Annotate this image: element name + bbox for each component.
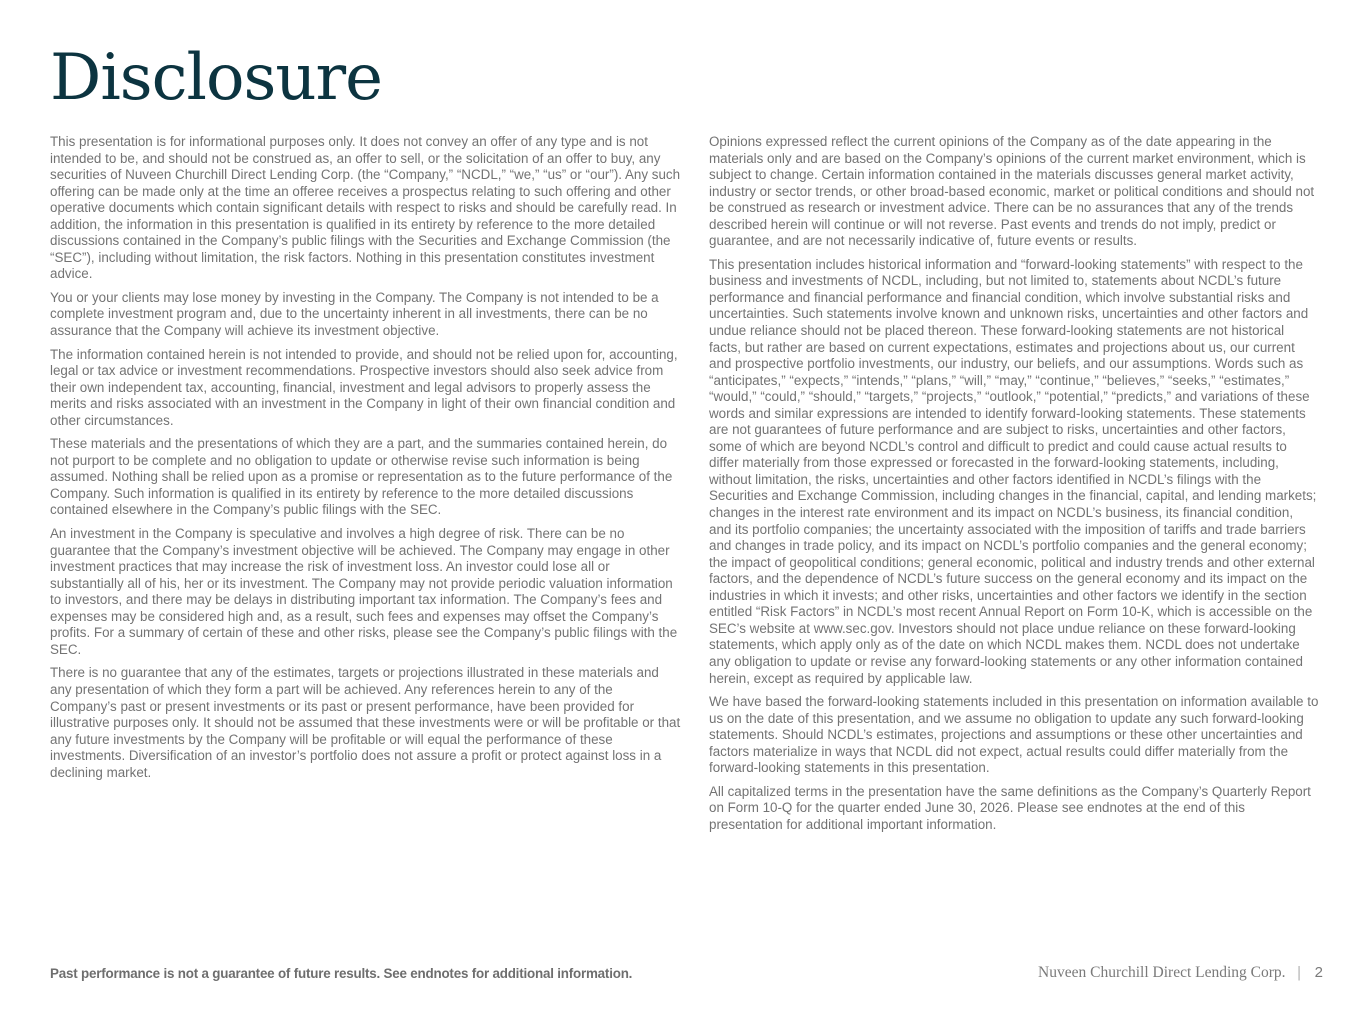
right-disclosure-column xyxy=(709,134,1319,840)
disclosure-paragraph: An investment in the Company is speculative and involves a high degree of risk. There can be no guarantee that the Company’s investment objective will be achieved. The Company may engage in other investment practices that may increase the risk of investment loss. An investor could lose all or substantially all of his, her or its investment. The Company may not provide periodic valuation information to investors, and there may be delays in distributing important tax information. The Company’s fees and expenses may be considered high and, as a result, such fees and expenses may offset the Company’s profits. For a summary of certain of these and other risks, please see the Company’s public filings with the SEC. xyxy=(50,526,678,657)
disclosure-paragraph: We have based the forward-looking statements included in this presentation on information available to us on the date of this presentation, and we assume no obligation to update any such forward-looking statements. Should NCDL’s estimates, projections and assumptions or these other uncertainties and factors materialize in ways that NCDL did not expect, actual results could differ materially from the forward-looking statements in this presentation. xyxy=(709,694,1319,776)
left-disclosure-column xyxy=(50,134,682,788)
disclosure-paragraph: These materials and the presentations of which they are a part, and the summaries contained herein, do not purport to be complete and no obligation to update or otherwise revise such information is being assumed. Nothing shall be relied upon as a promise or representation as to the future performance of the Company. Such information is qualified in its entirety by reference to the more detailed discussions contained elsewhere in the Company’s public filings with the SEC. xyxy=(50,436,673,518)
page-number: 2 xyxy=(1314,964,1323,981)
disclosure-paragraph: Opinions expressed reflect the current opinions of the Company as of the date appearing in the materials only and are based on the Company’s opinions of the current market environment, which is subject to change. Certain information contained in the materials discusses general market activity, industry or sector trends, or other broad-based economic, market or political conditions and should not be construed as research or investment advice. There can be no assurances that any of the trends described herein will continue or will not reverse. Past events and trends do not imply, predict or guarantee, and are not necessarily indicative of, future events or results. xyxy=(709,134,1315,249)
footer-company-name: Nuveen Churchill Direct Lending Corp. xyxy=(1038,964,1286,981)
disclosure-paragraph: There is no guarantee that any of the estimates, targets or projections illustrated in these materials and any presentation of which they form a part will be achieved. Any references herein to any of the Company’s past or present investments or its past or present performance, have been provided for illustrative purposes only. It should not be assumed that these investments were or will be profitable or that any future investments by the Company will be profitable or will equal the performance of these investments. Diversification of an investor’s portfolio does not assure a profit or protect against loss in a declining market. xyxy=(50,665,681,780)
page-title: Disclosure xyxy=(50,41,382,115)
footer-company-block xyxy=(1038,964,1323,982)
footer-disclaimer: Past performance is not a guarantee of future results. See endnotes for additional information. xyxy=(50,966,633,981)
footer-separator: | xyxy=(1297,964,1301,981)
disclosure-paragraph: The information contained herein is not intended to provide, and should not be relied upon for, accounting, legal or tax advice or investment recommendations. Prospective investors should also seek advice from their own independent tax, accounting, financial, investment and legal advisors to properly assess the merits and risks associated with an investment in the Company in light of their own financial condition and other circumstances. xyxy=(50,346,678,428)
disclosure-paragraph: This presentation is for informational purposes only. It does not convey an offer of any type and is not intended to be, and should not be construed as, an offer to sell, or the solicitation of an offer to buy, any securities of Nuveen Churchill Direct Lending Corp. (the “Company,” “NCDL,” “we,” “us” or “our”). Any such offering can be made only at the time an offeree receives a prospectus relating to such offering and other operative documents which contain significant details with respect to risks and should be carefully read. In addition, the information in this presentation is qualified in its entirety by reference to the more detailed discussions contained in the Company’s public filings with the Securities and Exchange Commission (the “SEC”), including without limitation, the risk factors. Nothing in this presentation constitutes investment advice. xyxy=(50,134,681,282)
disclosure-paragraph: You or your clients may lose money by investing in the Company. The Company is not intended to be a complete investment program and, due to the uncertainty inherent in all investments, there can be no assurance that the Company will achieve its investment objective. xyxy=(50,289,659,339)
disclosure-paragraph: This presentation includes historical information and “forward-looking statements” with respect to the business and investments of NCDL, including, but not limited to, statements about NCDL’s future performance and financial performance and financial condition, which involve substantial risks and uncertainties. Such statements involve known and unknown risks, uncertainties and other factors and undue reliance should not be placed thereon. These forward-looking statements are not historical facts, but rather are based on current expectations, estimates and projections about us, our current and prospective portfolio investments, our industry, our beliefs, and our assumptions. Words such as “anticipates,” “expects,” “intends,” “plans,” “will,” “may,” “continue,” “believes,” “seeks,” “estimates,” “would,” “could,” “should,” “targets,” “projects,” “outlook,” “potential,” “predicts,” and variations of these words and similar expressions are intended to identify forward-looking statements. These statements are not guarantees of future performance and are subject to risks, uncertainties and other factors, some of which are beyond NCDL’s control and difficult to predict and could cause actual results to differ materially from those expressed or forecasted in the forward-looking statements, including, without limitation, the risks, uncertainties and other factors identified in NCDL’s filings with the Securities and Exchange Commission, including changes in the financial, capital, and lending markets; changes in the interest rate environment and its impact on NCDL’s business, its financial condition, and its portfolio companies; the uncertainty associated with the imposition of tariffs and trade barriers and changes in trade policy, and its impact on NCDL’s portfolio companies and the general economy; the impact of geopolitical conditions; general economic, political and industry trends and other external factors, and the dependence of NCDL’s future success on the general economy and its impact on the industries in which it invests; and other risks, uncertainties and other factors we identify in the section entitled “Risk Factors” in NCDL’s most recent Annual Report on Form 10-K, which is accessible on the SEC’s website at www.sec.gov. Investors should not place undue reliance on these forward-looking statements, which apply only as of the date on which NCDL makes them. NCDL does not undertake any obligation to update or revise any forward-looking statements or any other information contained herein, except as required by applicable law. xyxy=(709,256,1317,686)
disclosure-paragraph: All capitalized terms in the presentation have the same definitions as the Company’s Quarterly Report on Form 10-Q for the quarter ended June 30, 2026. Please see endnotes at the end of this presentation for additional important information. xyxy=(709,783,1311,832)
